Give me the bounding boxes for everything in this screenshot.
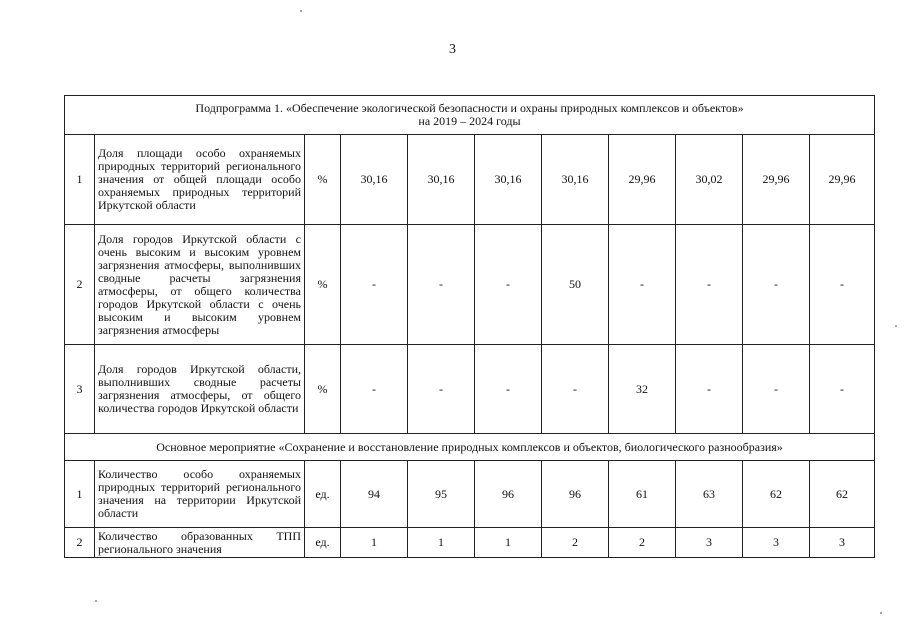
section-header-row: [65, 96, 875, 135]
value-cell: 96: [542, 461, 609, 528]
value-cell: 94: [341, 461, 408, 528]
value-cell: 29,96: [810, 135, 875, 225]
row-number: 2: [65, 225, 95, 345]
value-cell: 30,02: [676, 135, 743, 225]
row-description: Доля городов Иркутской области, выполнивших сводные расчеты загрязнения атмосферы, от общего количества городов Иркутской области: [95, 345, 305, 434]
table-row: [65, 345, 875, 434]
row-unit: ед.: [305, 461, 341, 528]
value-cell: -: [743, 345, 810, 434]
value-cell: 61: [609, 461, 676, 528]
value-cell: 3: [743, 528, 810, 558]
value-cell: 30,16: [542, 135, 609, 225]
value-cell: 62: [810, 461, 875, 528]
value-cell: 29,96: [609, 135, 676, 225]
row-number: 3: [65, 345, 95, 434]
value-cell: 2: [609, 528, 676, 558]
value-cell: -: [475, 225, 542, 345]
value-cell: 3: [810, 528, 875, 558]
value-cell: 50: [542, 225, 609, 345]
row-unit: %: [305, 345, 341, 434]
value-cell: 95: [408, 461, 475, 528]
value-cell: -: [743, 225, 810, 345]
value-cell: -: [609, 225, 676, 345]
value-cell: 62: [743, 461, 810, 528]
row-unit: ед.: [305, 528, 341, 558]
section-header-row: [65, 434, 875, 461]
scan-speck: [880, 612, 882, 614]
scan-speck: [95, 600, 97, 602]
section-header: Основное мероприятие «Сохранение и восстановление природных комплексов и объектов, биологического разнообразия»: [65, 434, 875, 461]
section-title-line2: на 2019 – 2024 годы: [418, 114, 521, 128]
row-number: 1: [65, 135, 95, 225]
value-cell: 63: [676, 461, 743, 528]
row-description: Количество образованных ТПП регионального значения: [95, 528, 305, 558]
row-unit: %: [305, 135, 341, 225]
value-cell: 2: [542, 528, 609, 558]
value-cell: 32: [609, 345, 676, 434]
value-cell: 1: [408, 528, 475, 558]
value-cell: -: [475, 345, 542, 434]
scan-speck: [895, 325, 897, 327]
value-cell: -: [676, 345, 743, 434]
value-cell: -: [676, 225, 743, 345]
value-cell: 1: [341, 528, 408, 558]
value-cell: 30,16: [475, 135, 542, 225]
page-number: 3: [449, 42, 456, 57]
row-description: Доля городов Иркутской области с очень высоким и высоким уровнем загрязнения атмосферы, выполнивших сводные расчеты загрязнения атмосферы, от общего количества городов Иркутской области с очень высоким и высоким уровнем загрязнения атмосферы: [95, 225, 305, 345]
value-cell: -: [341, 345, 408, 434]
table-row: [65, 135, 875, 225]
value-cell: 1: [475, 528, 542, 558]
value-cell: 3: [676, 528, 743, 558]
value-cell: -: [408, 225, 475, 345]
section-title-line1: Подпрограмма 1. «Обеспечение экологической безопасности и охраны природных комплексов и объектов»: [195, 101, 744, 115]
value-cell: -: [341, 225, 408, 345]
table-row: [65, 528, 875, 558]
row-number: 2: [65, 528, 95, 558]
value-cell: -: [408, 345, 475, 434]
row-description: Доля площади особо охраняемых природных территорий регионального значения от общей площади особо охраняемых природных территорий Иркутской области: [95, 135, 305, 225]
value-cell: 30,16: [408, 135, 475, 225]
value-cell: 29,96: [743, 135, 810, 225]
row-description: Количество особо охраняемых природных территорий регионального значения на территории Иркутской области: [95, 461, 305, 528]
table-row: [65, 225, 875, 345]
row-unit: %: [305, 225, 341, 345]
value-cell: -: [810, 225, 875, 345]
row-number: 1: [65, 461, 95, 528]
value-cell: 30,16: [341, 135, 408, 225]
section-header: [65, 96, 875, 135]
indicators-table: [64, 95, 875, 558]
value-cell: -: [542, 345, 609, 434]
value-cell: 96: [475, 461, 542, 528]
table-row: [65, 461, 875, 528]
value-cell: -: [810, 345, 875, 434]
scan-speck: [300, 10, 302, 12]
